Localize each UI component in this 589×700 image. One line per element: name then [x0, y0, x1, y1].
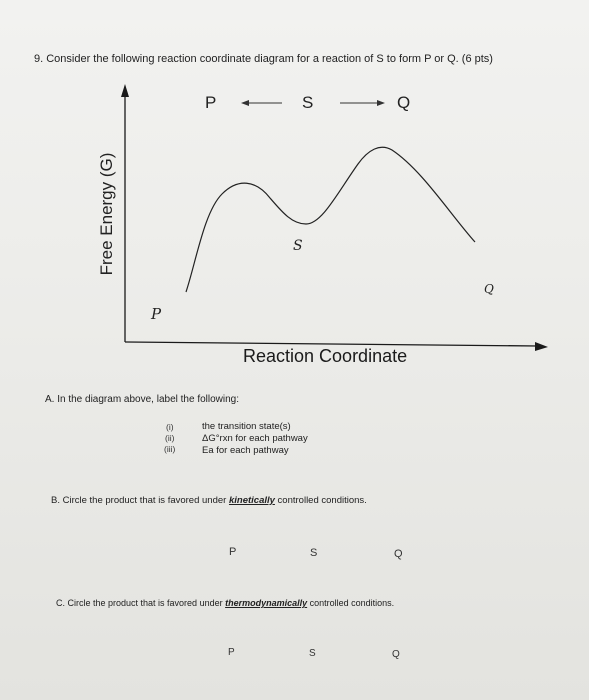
question-title: 9. Consider the following reaction coordinate diagram for a reaction of S to form P or Q. (6 pts) — [34, 53, 493, 65]
scheme-label-q: Q — [397, 93, 411, 112]
part-b-choice-q[interactable]: Q — [394, 548, 403, 560]
part-a-item-1-num: (i) — [166, 422, 174, 432]
part-a-item-1-text: the transition state(s) — [202, 421, 291, 432]
part-c-choice-s[interactable]: S — [309, 648, 316, 659]
part-c-choice-q[interactable]: Q — [392, 649, 400, 660]
part-b-prompt-end: controlled conditions. — [274, 495, 367, 506]
part-c-prompt — [56, 598, 394, 608]
point-label-p: P — [151, 305, 162, 323]
scheme-arrowhead-q — [377, 100, 385, 106]
free-energy-curve — [186, 147, 475, 292]
part-b-prompt-start: B. Circle the product that is favored under — [51, 495, 229, 506]
part-a-item-2-num: (ii) — [165, 433, 175, 443]
part-b-emphasis: kinetically — [228, 495, 275, 506]
scheme-label-p: P — [205, 93, 217, 112]
y-axis-label: Free Energy (G) — [97, 152, 116, 276]
x-axis-arrowhead — [535, 342, 548, 351]
scheme-label-s: S — [302, 93, 314, 112]
part-c-prompt-start: C. Circle the product that is favored under — [56, 598, 226, 608]
point-label-s: S — [293, 238, 303, 254]
part-a-item-3-text: Ea for each pathway — [202, 445, 289, 456]
x-axis-label: Reaction Coordinate — [243, 346, 408, 366]
part-c-choice-p[interactable]: P — [228, 647, 235, 658]
part-b-choice-s[interactable]: S — [310, 547, 318, 559]
part-a-item-2-text: ΔG°rxn for each pathway — [202, 433, 308, 444]
part-c-prompt-end: controlled conditions. — [307, 598, 395, 608]
part-a-item-3-num: (iii) — [164, 444, 176, 454]
y-axis-arrowhead — [121, 84, 129, 97]
part-c-emphasis: thermodynamically — [225, 598, 308, 608]
scheme-arrowhead-p — [241, 100, 249, 106]
part-b-prompt — [51, 495, 367, 506]
part-b-choice-p[interactable]: P — [229, 546, 237, 558]
point-label-q: Q — [484, 282, 494, 296]
part-a-prompt: A. In the diagram above, label the following: — [45, 394, 240, 405]
